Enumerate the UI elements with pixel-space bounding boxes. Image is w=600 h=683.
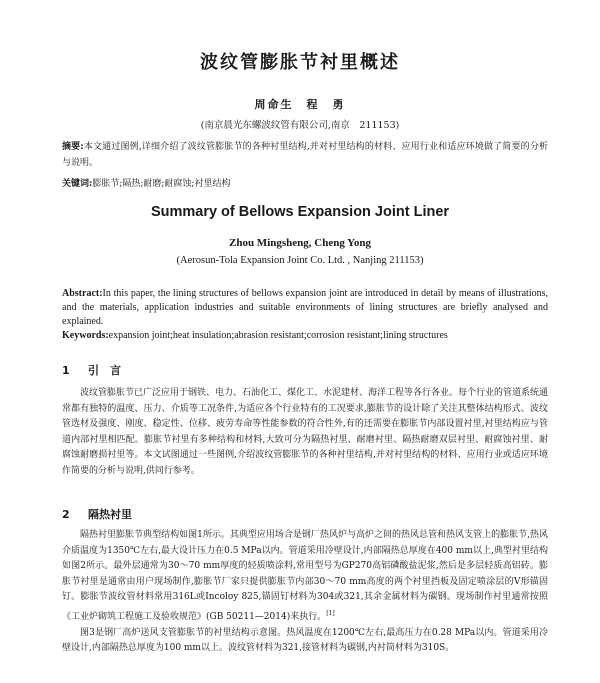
keywords-en-label: Keywords: [62,330,109,341]
section-2-paragraph-1 [62,528,548,626]
authors-cn: 周命生 程 勇 [254,98,346,111]
section-1-body [62,386,548,480]
abstract-cn-label: 摘要: [62,142,84,152]
section-1-paragraph: 波纹管膨胀节已广泛应用于钢铁、电力、石油化工、煤化工、水泥建材、海洋工程等各行各业。每个行业的管道系统通常都有独特的温度、压力、介质等工况条件,为适应各个行业特有的工况要求,膨胀节的设计除了关注其整体结构形式、波纹管选材及强度、刚度、稳定性、位移、疲劳寿命等性能参数的符合性外,有的还需要在膨胀节内部设置衬里,衬里结构应与管道内部衬里相匹配。膨胀节衬里有多种结构和材料,大致可分为隔热衬里、耐磨衬里、隔热耐磨双层衬里、耐腐蚀衬里、耐腐蚀耐磨损衬里等。本文试图通过一些图例,介绍波纹管膨胀节的各种衬里结构,并对衬里结构的材料、应用行业或适应环境作简要的分析与说明,供同行参考。 [62,388,549,476]
section-2-number: 2 [62,508,70,521]
abstract-cn-text: 本文通过图例,详细介绍了波纹管膨胀节的各种衬里结构,并对衬里结构的材料、应用行业和适应环境做了简要的分析与说明。 [62,142,548,168]
section-2-heading [62,506,132,522]
section-1-title: 引 言 [88,364,121,377]
keywords-cn-text: 膨胀节;隔热;耐磨;耐腐蚀;衬里结构 [92,179,231,189]
reference-marker: [1] [326,609,335,617]
abstract-cn [62,140,548,171]
section-1-heading [62,362,121,378]
paper-title-cn: 波纹管膨胀节衬里概述 [200,52,400,73]
section-2-paragraph-2: 图3是钢厂高炉送风支管膨胀节的衬里结构示意图。热风温度在1200℃左右,最高压力在0.28 MPa以内。管道采用冷壁设计,内部隔热总厚度为100 mm以上。波纹管材料为321,接管材料为碳钢,内衬筒材料为310S。 [62,627,548,654]
abstract-en-label: Abstract: [62,288,103,299]
authors-en: Zhou Mingsheng, Cheng Yong [228,237,372,249]
abstract-en [62,287,548,329]
keywords-en-text: expansion joint;heat insulation;abrasion resistant;corrosion resistant;lining structures [108,330,448,341]
paper-title-en: Summary of Bellows Expansion Joint Liner [150,204,450,220]
section-1-number: 1 [62,364,70,377]
section-2-paragraph-1-text: 隔热衬里膨胀节典型结构如图1所示。其典型应用场合是钢厂热风炉与高炉之间的热风总管和热风支管上的膨胀节,热风介质温度为1350℃左右,最大设计压力在0.5 MPa以内。管道采用冷壁设计,内部隔热总厚度在400 mm以上,典型衬里结构如图2所示。最外层通常为30～70 mm厚度的轻质喷涂料,常用型号为GP270高铝磷酸盐泥浆,然后是多层轻质高铝砖。膨胀节衬里是通常由用户现场制作,膨胀节厂家只提供膨胀节内部30～70 mm高度的两个衬里挡板及固定喷涂层的V形锚固钉。膨胀节波纹管材料常用316L或Incoloy 825,锚固钉材料为304或321,其余金属材料为碳钢。现场制作衬里通常按照《工业炉砌筑工程施工及验收规范》(GB 50211—2014)来执行。 [62,530,548,622]
section-2-body [62,528,548,657]
keywords-cn [62,176,548,189]
abstract-en-text: In this paper, the lining structures of bellows expansion joint are introduced in detail by means of illustrations, and the materials, application industries and suitable environments of lining structures are briefly analysed and explained. [62,288,548,327]
affiliation-cn: (南京晨光东螺波纹管有限公司,南京 211153) [200,120,400,131]
keywords-cn-label: 关键词: [62,179,93,189]
affiliation-en: (Aerosun-Tola Expansion Joint Co. Ltd. , Nanjing 211153) [176,255,424,266]
keywords-en [62,330,548,341]
section-2-title: 隔热衬里 [88,508,132,521]
